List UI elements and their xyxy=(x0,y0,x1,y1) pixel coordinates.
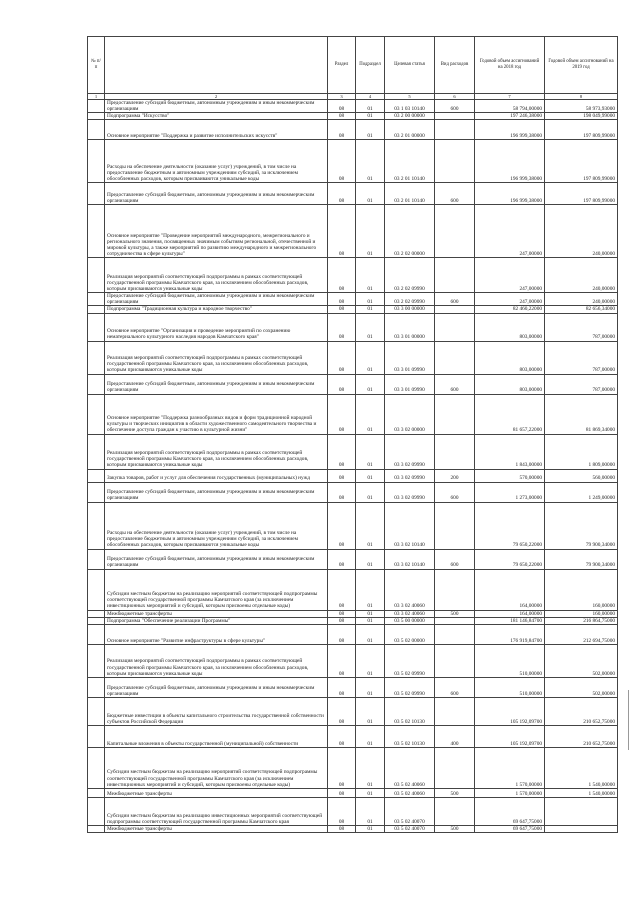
table-body xyxy=(88,100,618,833)
row-number xyxy=(88,482,105,502)
table-row xyxy=(88,140,618,183)
table-row xyxy=(88,183,618,205)
row-section: 08 xyxy=(328,610,356,617)
row-description: Расходы на обеспечение деятельности (оказание услуг) учреждений, в том числе на предоставление бюджетным и автономным учреждениям субсидий, за исключением обособленных расходов, которым присваиваются уникальные коды xyxy=(105,140,328,183)
table-row xyxy=(88,797,618,825)
header-expense-type: Вид расходов xyxy=(435,37,475,94)
header-target-article: Целевая статья xyxy=(385,37,435,94)
row-subsection: 01 xyxy=(356,482,385,502)
row-section: 08 xyxy=(328,644,356,677)
row-subsection: 01 xyxy=(356,624,385,644)
row-number xyxy=(88,434,105,469)
row-amount-2019: 197 809,99000 xyxy=(545,120,618,140)
row-subsection: 01 xyxy=(356,677,385,697)
row-amount-2018: 1 570,00000 xyxy=(475,747,545,788)
table-row xyxy=(88,374,618,394)
row-number xyxy=(88,747,105,788)
row-amount-2019: 212 694,75000 xyxy=(545,624,618,644)
row-expense-type: 600 xyxy=(435,100,475,113)
table-row xyxy=(88,293,618,306)
row-target-code: 03 1 03 10140 xyxy=(385,100,435,113)
row-expense-type xyxy=(435,624,475,644)
table-row xyxy=(88,502,618,549)
row-description: Капитальные вложения в объекты государственной (муниципальной) собственности xyxy=(105,725,328,747)
row-description: Основное мероприятие "Развитие инфраструктуры в сфере культуры" xyxy=(105,624,328,644)
row-description: Закупка товаров, работ и услуг для обеспечения государственных (муниципальных) нужд xyxy=(105,469,328,482)
row-target-code: 03 3 02 10140 xyxy=(385,502,435,549)
table-row xyxy=(88,617,618,624)
row-expense-type xyxy=(435,306,475,313)
table-row xyxy=(88,644,618,677)
row-expense-type xyxy=(435,434,475,469)
row-subsection: 01 xyxy=(356,100,385,113)
row-section: 08 xyxy=(328,677,356,697)
row-description: Основное мероприятие "Проведение мероприятий международного, межрегионального и регионального значения, посвященных значимым событиям региональной, отечественной и мировой культуры, а также мероприятий по развитию международного и межрегионального сотрудничества в сфере культуры" xyxy=(105,205,328,258)
row-amount-2018: 105 192,09700 xyxy=(475,697,545,725)
row-description: Субсидии местным бюджетам на реализацию инвестиционных мероприятий соответствующей подпрограммы соответствующей государственной программы Камчатского края xyxy=(105,797,328,825)
row-amount-2019: 240,00000 xyxy=(545,293,618,306)
row-section: 08 xyxy=(328,569,356,610)
row-expense-type: 600 xyxy=(435,374,475,394)
table-row xyxy=(88,113,618,120)
table-row xyxy=(88,120,618,140)
row-subsection: 01 xyxy=(356,747,385,788)
row-target-code: 03 5 02 40060 xyxy=(385,747,435,788)
row-subsection: 01 xyxy=(356,825,385,832)
row-target-code: 03 2 01 10140 xyxy=(385,183,435,205)
row-target-code: 03 2 01 00000 xyxy=(385,120,435,140)
row-expense-type xyxy=(435,341,475,374)
row-amount-2019: 1 540,00000 xyxy=(545,747,618,788)
table-row xyxy=(88,569,618,610)
row-amount-2019: 502,00000 xyxy=(545,677,618,697)
row-target-code: 03 3 02 40060 xyxy=(385,610,435,617)
row-subsection: 01 xyxy=(356,697,385,725)
row-target-code: 03 5 02 09990 xyxy=(385,677,435,697)
row-subsection: 01 xyxy=(356,258,385,293)
row-number xyxy=(88,341,105,374)
column-number: 1 xyxy=(88,94,105,100)
row-subsection: 01 xyxy=(356,140,385,183)
row-subsection: 01 xyxy=(356,183,385,205)
row-target-code: 03 2 02 09990 xyxy=(385,293,435,306)
row-amount-2018: 196 999,38000 xyxy=(475,140,545,183)
row-amount-2019: 240,00000 xyxy=(545,205,618,258)
row-expense-type: 400 xyxy=(435,725,475,747)
row-section: 08 xyxy=(328,797,356,825)
row-section: 08 xyxy=(328,341,356,374)
row-description: Предоставление субсидий бюджетным, автономным учреждениям и иным некоммерческим организациям xyxy=(105,482,328,502)
row-section: 08 xyxy=(328,313,356,341)
row-description: Субсидии местным бюджетам на реализацию мероприятий соответствующей подпрограммы соответствующей государственной программы Камчатского края (за исключением инвестиционных мероприятий и субсидий, которым присвоены отдельные коды) xyxy=(105,569,328,610)
table-row xyxy=(88,788,618,797)
row-subsection: 01 xyxy=(356,120,385,140)
table-row xyxy=(88,434,618,469)
row-description: Реализация мероприятий соответствующей подпрограммы в рамках соответствующей государственной программы Камчатского края, за исключением обособленных расходов, которым присваиваются уникальные коды xyxy=(105,434,328,469)
row-subsection: 01 xyxy=(356,610,385,617)
row-subsection: 01 xyxy=(356,797,385,825)
row-amount-2018: 181 146,84700 xyxy=(475,617,545,624)
row-number xyxy=(88,549,105,569)
row-description: Реализация мероприятий соответствующей подпрограммы в рамках соответствующей государственной программы Камчатского края, за исключением обособленных расходов, которым присваиваются уникальные коды xyxy=(105,341,328,374)
row-amount-2018: 105 192,09700 xyxy=(475,725,545,747)
row-amount-2018: 197 246,38000 xyxy=(475,113,545,120)
table-row xyxy=(88,610,618,617)
row-description: Расходы на обеспечение деятельности (оказание услуг) учреждений, в том числе на предоставление бюджетным и автономным учреждениям субсидий, за исключением обособленных расходов, которым присваиваются уникальные коды xyxy=(105,502,328,549)
row-description: Бюджетные инвестиции в объекты капитального строительства государственной собственности субъектов Российской Федерации xyxy=(105,697,328,725)
row-target-code: 03 5 00 00000 xyxy=(385,617,435,624)
row-target-code: 03 2 02 09990 xyxy=(385,258,435,293)
row-number xyxy=(88,113,105,120)
row-number xyxy=(88,624,105,644)
row-amount-2018: 82 460,22000 xyxy=(475,306,545,313)
row-description: Предоставление субсидий бюджетным, автономным учреждениям и иным некоммерческим организациям xyxy=(105,374,328,394)
header-name xyxy=(105,37,328,94)
row-description: Предоставление субсидий бюджетным, автономным учреждениям и иным некоммерческим организациям xyxy=(105,183,328,205)
row-description: Основное мероприятие "Организация и проведение мероприятий по сохранению нематериального культурного наследия народов Камчатского края" xyxy=(105,313,328,341)
row-amount-2018: 1 273,00000 xyxy=(475,482,545,502)
row-subsection: 01 xyxy=(356,394,385,434)
row-expense-type: 500 xyxy=(435,788,475,797)
row-section: 08 xyxy=(328,825,356,832)
row-amount-2018: 69 647,75000 xyxy=(475,797,545,825)
row-amount-2019: 58 973,93000 xyxy=(545,100,618,113)
row-expense-type: 600 xyxy=(435,549,475,569)
row-target-code: 03 5 02 40070 xyxy=(385,825,435,832)
row-amount-2018: 79 650,22000 xyxy=(475,549,545,569)
row-section: 08 xyxy=(328,113,356,120)
row-section: 08 xyxy=(328,697,356,725)
row-subsection: 01 xyxy=(356,374,385,394)
row-number xyxy=(88,394,105,434)
row-subsection: 01 xyxy=(356,293,385,306)
row-amount-2019: 82 656,34000 xyxy=(545,306,618,313)
row-amount-2019: 502,00000 xyxy=(545,644,618,677)
table-row xyxy=(88,341,618,374)
row-number xyxy=(88,788,105,797)
row-target-code: 03 5 02 40070 xyxy=(385,797,435,825)
row-amount-2019: 210 652,75000 xyxy=(545,697,618,725)
row-amount-2019: 210 652,75000 xyxy=(545,725,618,747)
row-section: 08 xyxy=(328,482,356,502)
row-expense-type xyxy=(435,617,475,624)
row-section: 08 xyxy=(328,120,356,140)
row-amount-2018: 247,00000 xyxy=(475,258,545,293)
table-row xyxy=(88,825,618,832)
header-no: № п/п xyxy=(88,37,105,94)
row-number xyxy=(88,183,105,205)
row-subsection: 01 xyxy=(356,569,385,610)
row-expense-type: 600 xyxy=(435,482,475,502)
row-expense-type: 600 xyxy=(435,293,475,306)
row-subsection: 01 xyxy=(356,341,385,374)
column-number: 7 xyxy=(475,94,545,100)
row-target-code: 03 3 02 00000 xyxy=(385,394,435,434)
table-header-row xyxy=(88,37,618,94)
row-expense-type xyxy=(435,205,475,258)
row-subsection: 01 xyxy=(356,113,385,120)
row-number xyxy=(88,725,105,747)
table-row xyxy=(88,205,618,258)
row-amount-2018: 247,00000 xyxy=(475,293,545,306)
column-number: 4 xyxy=(356,94,385,100)
header-year-2018: Годовой объем ассигнований на 2018 год xyxy=(475,37,545,94)
row-section: 08 xyxy=(328,788,356,797)
row-subsection: 01 xyxy=(356,313,385,341)
row-section: 08 xyxy=(328,394,356,434)
column-number: 8 xyxy=(545,94,618,100)
row-amount-2019: 216 864,75000 xyxy=(545,617,618,624)
row-description: Межбюджетные трансферты xyxy=(105,825,328,832)
row-amount-2019: 1 540,00000 xyxy=(545,788,618,797)
row-amount-2018: 510,00000 xyxy=(475,644,545,677)
row-subsection: 01 xyxy=(356,434,385,469)
table-row xyxy=(88,677,618,697)
row-target-code: 03 5 02 00000 xyxy=(385,624,435,644)
row-number xyxy=(88,502,105,549)
row-section: 08 xyxy=(328,100,356,113)
row-subsection: 01 xyxy=(356,617,385,624)
row-subsection: 01 xyxy=(356,788,385,797)
row-target-code: 03 2 02 00000 xyxy=(385,205,435,258)
row-expense-type xyxy=(435,797,475,825)
row-amount-2018: 81 657,22000 xyxy=(475,394,545,434)
page-edge-mark xyxy=(628,690,637,750)
row-amount-2019 xyxy=(545,825,618,832)
row-amount-2019 xyxy=(545,797,618,825)
row-amount-2019: 1 809,00000 xyxy=(545,434,618,469)
row-expense-type: 500 xyxy=(435,825,475,832)
row-subsection: 01 xyxy=(356,502,385,549)
row-expense-type: 600 xyxy=(435,183,475,205)
row-expense-type: 200 xyxy=(435,469,475,482)
row-section: 08 xyxy=(328,434,356,469)
row-expense-type xyxy=(435,313,475,341)
row-number xyxy=(88,644,105,677)
row-description: Предоставление субсидий бюджетным, автономным учреждениям и иным некоммерческим организациям xyxy=(105,293,328,306)
row-expense-type xyxy=(435,697,475,725)
row-subsection: 01 xyxy=(356,306,385,313)
row-amount-2018: 803,00000 xyxy=(475,341,545,374)
row-amount-2018: 1 843,00000 xyxy=(475,434,545,469)
row-number xyxy=(88,825,105,832)
row-amount-2019: 160,00000 xyxy=(545,569,618,610)
row-amount-2018: 247,00000 xyxy=(475,205,545,258)
row-target-code: 03 3 02 09990 xyxy=(385,469,435,482)
table-row xyxy=(88,306,618,313)
row-section: 08 xyxy=(328,617,356,624)
row-amount-2019: 240,00000 xyxy=(545,258,618,293)
row-section: 08 xyxy=(328,502,356,549)
row-amount-2018: 1 570,00000 xyxy=(475,788,545,797)
header-subsection: Подраздел xyxy=(356,37,385,94)
row-expense-type xyxy=(435,502,475,549)
row-number xyxy=(88,374,105,394)
row-description: Основное мероприятие "Поддержка и развитие исполнительских искусств" xyxy=(105,120,328,140)
row-amount-2019: 787,00000 xyxy=(545,374,618,394)
row-section: 08 xyxy=(328,306,356,313)
header-year-2019: Годовой объем ассигнований на 2019 год xyxy=(545,37,618,94)
row-description: Реализация мероприятий соответствующей подпрограммы в рамках соответствующей государственной программы Камчатского края, за исключением обособленных расходов, которым присваиваются уникальные коды xyxy=(105,644,328,677)
row-target-code: 03 3 01 00000 xyxy=(385,313,435,341)
row-number xyxy=(88,697,105,725)
row-section: 08 xyxy=(328,140,356,183)
row-subsection: 01 xyxy=(356,725,385,747)
column-number: 2 xyxy=(105,94,328,100)
row-expense-type xyxy=(435,140,475,183)
row-description: Межбюджетные трансферты xyxy=(105,788,328,797)
row-amount-2019: 787,00000 xyxy=(545,341,618,374)
row-number xyxy=(88,610,105,617)
row-number xyxy=(88,120,105,140)
row-number xyxy=(88,469,105,482)
row-number xyxy=(88,313,105,341)
table-row xyxy=(88,394,618,434)
table-row xyxy=(88,549,618,569)
row-target-code: 03 3 02 10140 xyxy=(385,549,435,569)
row-amount-2018: 196 999,38000 xyxy=(475,183,545,205)
header-section: Раздел xyxy=(328,37,356,94)
row-amount-2018: 58 794,00000 xyxy=(475,100,545,113)
row-target-code: 03 5 02 09990 xyxy=(385,644,435,677)
row-description: Предоставление субсидий бюджетным, автономным учреждениям и иным некоммерческим организациям xyxy=(105,549,328,569)
row-description: Предоставление субсидий бюджетным, автономным учреждениям и иным некоммерческим организациям xyxy=(105,677,328,697)
row-section: 08 xyxy=(328,549,356,569)
row-amount-2019: 197 809,99000 xyxy=(545,140,618,183)
row-amount-2018: 803,00000 xyxy=(475,374,545,394)
row-target-code: 03 2 00 00000 xyxy=(385,113,435,120)
table-row xyxy=(88,258,618,293)
row-expense-type: 600 xyxy=(435,677,475,697)
row-amount-2019: 787,00000 xyxy=(545,313,618,341)
row-target-code: 03 3 02 09990 xyxy=(385,482,435,502)
row-number xyxy=(88,306,105,313)
table-row xyxy=(88,624,618,644)
row-amount-2018: 69 647,75000 xyxy=(475,825,545,832)
table-row xyxy=(88,469,618,482)
row-number xyxy=(88,205,105,258)
row-amount-2018: 79 650,22000 xyxy=(475,502,545,549)
row-amount-2019: 198 049,99000 xyxy=(545,113,618,120)
budget-table xyxy=(87,36,618,833)
row-description: Субсидии местным бюджетам на реализацию мероприятий соответствующей подпрограммы соответствующей государственной программы Камчатского края (за исключением инвестиционных мероприятий и субсидий, которым присвоены отдельные коды) xyxy=(105,747,328,788)
table-row xyxy=(88,725,618,747)
row-number xyxy=(88,797,105,825)
row-expense-type xyxy=(435,569,475,610)
row-target-code: 03 3 02 09990 xyxy=(385,434,435,469)
row-expense-type xyxy=(435,258,475,293)
table-row xyxy=(88,100,618,113)
row-number xyxy=(88,293,105,306)
row-amount-2019: 160,00000 xyxy=(545,610,618,617)
row-description: Подпрограмма "Обеспечение реализации Программы" xyxy=(105,617,328,624)
table-row xyxy=(88,482,618,502)
row-section: 08 xyxy=(328,747,356,788)
row-amount-2018: 176 919,84700 xyxy=(475,624,545,644)
row-amount-2018: 164,00000 xyxy=(475,610,545,617)
row-expense-type: 500 xyxy=(435,610,475,617)
row-description: Подпрограмма "Искусство" xyxy=(105,113,328,120)
row-section: 08 xyxy=(328,258,356,293)
column-number: 6 xyxy=(435,94,475,100)
row-amount-2018: 196 999,38000 xyxy=(475,120,545,140)
table-row xyxy=(88,747,618,788)
row-target-code: 03 5 02 10130 xyxy=(385,725,435,747)
row-number xyxy=(88,100,105,113)
row-section: 08 xyxy=(328,293,356,306)
row-section: 08 xyxy=(328,469,356,482)
row-description: Подпрограмма "Традиционная культура и народное творчество" xyxy=(105,306,328,313)
row-amount-2019: 81 869,34000 xyxy=(545,394,618,434)
row-target-code: 03 3 01 09990 xyxy=(385,374,435,394)
row-subsection: 01 xyxy=(356,469,385,482)
row-amount-2019: 79 900,34000 xyxy=(545,502,618,549)
table-row xyxy=(88,313,618,341)
row-subsection: 01 xyxy=(356,549,385,569)
row-section: 08 xyxy=(328,374,356,394)
row-target-code: 03 3 01 09990 xyxy=(385,341,435,374)
row-amount-2018: 164,00000 xyxy=(475,569,545,610)
row-expense-type xyxy=(435,113,475,120)
row-subsection: 01 xyxy=(356,205,385,258)
row-target-code: 03 3 00 00000 xyxy=(385,306,435,313)
row-description: Основное мероприятие "Поддержка разнообразных видов и форм традиционной народной культуры и творческих инициатив в области художественного самодеятельного творчества и обеспечение доступа граждан к участию в культурной жизни" xyxy=(105,394,328,434)
row-subsection: 01 xyxy=(356,644,385,677)
row-number xyxy=(88,258,105,293)
row-expense-type xyxy=(435,644,475,677)
row-description: Реализация мероприятий соответствующей подпрограммы в рамках соответствующей государственной программы Камчатского края, за исключением обособленных расходов, которым присваиваются уникальные коды xyxy=(105,258,328,293)
row-target-code: 03 2 01 10140 xyxy=(385,140,435,183)
row-expense-type xyxy=(435,747,475,788)
table-row xyxy=(88,697,618,725)
row-amount-2018: 510,00000 xyxy=(475,677,545,697)
row-amount-2019: 79 900,34000 xyxy=(545,549,618,569)
row-amount-2019: 1 249,00000 xyxy=(545,482,618,502)
row-target-code: 03 3 02 40060 xyxy=(385,569,435,610)
row-amount-2018: 570,00000 xyxy=(475,469,545,482)
row-description: Предоставление субсидий бюджетным, автономным учреждениям и иным некоммерческим организациям xyxy=(105,100,328,113)
row-section: 08 xyxy=(328,183,356,205)
column-number: 3 xyxy=(328,94,356,100)
row-expense-type xyxy=(435,120,475,140)
row-description: Межбюджетные трансферты xyxy=(105,610,328,617)
row-number xyxy=(88,677,105,697)
row-section: 08 xyxy=(328,205,356,258)
row-amount-2019: 560,00000 xyxy=(545,469,618,482)
row-expense-type xyxy=(435,394,475,434)
row-number xyxy=(88,569,105,610)
row-section: 08 xyxy=(328,624,356,644)
row-section: 08 xyxy=(328,725,356,747)
row-target-code: 03 5 02 40060 xyxy=(385,788,435,797)
row-number xyxy=(88,617,105,624)
column-number: 5 xyxy=(385,94,435,100)
row-number xyxy=(88,140,105,183)
row-amount-2018: 803,00000 xyxy=(475,313,545,341)
row-amount-2019: 197 809,99000 xyxy=(545,183,618,205)
row-target-code: 03 5 02 10130 xyxy=(385,697,435,725)
